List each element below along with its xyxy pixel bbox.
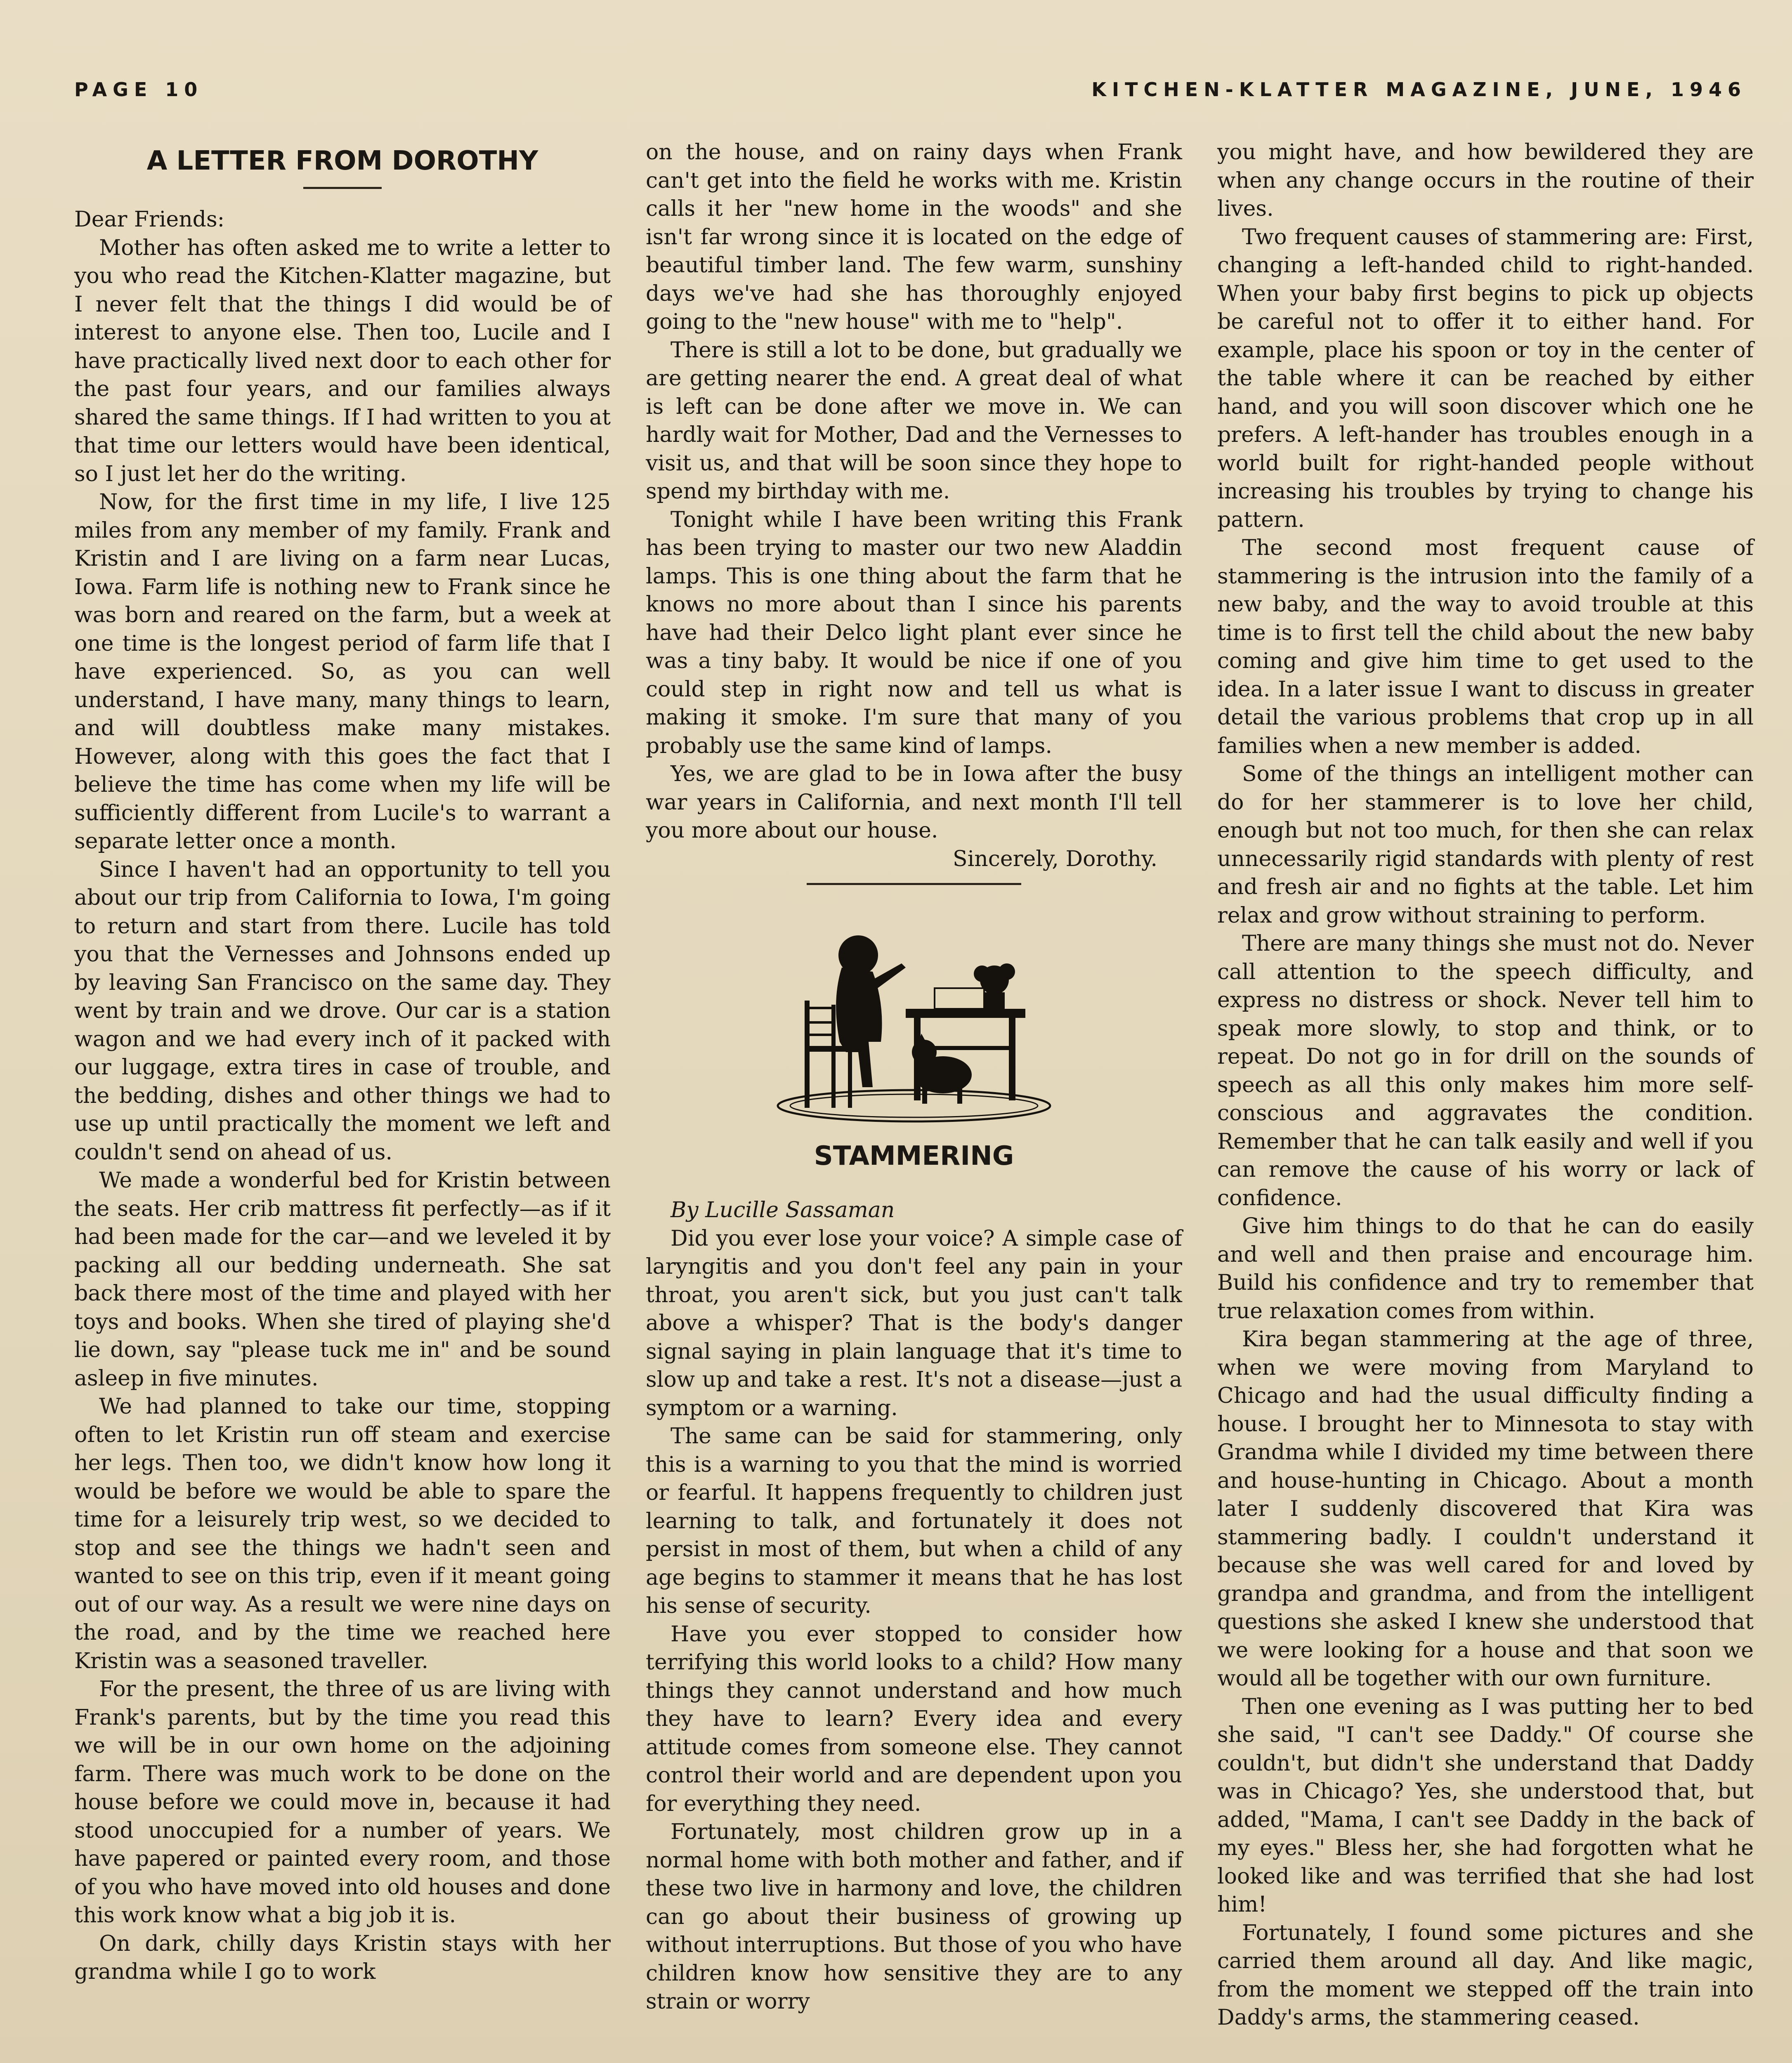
article-title: STAMMERING <box>814 1141 1014 1171</box>
article-paragraph: There are many things she must not do. Never call attention to the speech difficulty, and express no distress or shock. Never tell him to speak more slowly, to stop and think, or to repeat. Do not go in for drill on the sounds of speech as all this only makes him more self-conscious and aggravates the condition. Remember that he can talk easily and well if you can remove the cause of his worry or lack of confidence. <box>1217 931 1754 1211</box>
letter-paragraph: Since I haven't had an opportunity to tell you about our trip from California to Iowa, I'm going to return and start from there. Lucile has told you that the Vernesses and Johnsons ended up by leaving San Francisco on the same day. They went by train and we drove. Our car is a station wagon and we had every inch of it packed with our luggage, extra tires in case of trouble, and the bedding, dishes and other things we had to use up until practically the moment we left and couldn't send on ahead of us. <box>74 857 611 1165</box>
column-3 <box>1217 138 1754 2032</box>
title-rule <box>303 187 382 189</box>
letter-paragraph: Tonight while I have been writing this Frank has been trying to master our two new Aladdin lamps. This is one thing about the farm that he knows no more about than I since his parents have had their Delco light plant ever since he was a tiny baby. It would be nice if one of you could step in right now and tell us what is making it smoke. I'm sure that many of you probably use the same kind of lamps. <box>646 507 1182 758</box>
article-paragraph: Did you ever lose your voice? A simple case of laryngitis and you don't feel any pain in your throat, you aren't sick, but you just can't talk above a whisper? That is the body's danger signal saying in plain language that it's time to slow up and take a rest. It's not a disease—just a symptom or a warning. <box>646 1226 1182 1421</box>
girl-writing-silhouette-illustration <box>770 910 1058 1124</box>
letter-paragraph: We had planned to take our time, stopping often to let Kristin run off steam and exercise her legs. Then too, we didn't know how long it would be before we would be able to spare the time for a leisurely trip west, so we decided to stop and see the things we hadn't seen and wanted to see on this trip, even if it meant going out of our way. As a result we were nine days on the road, and by the time we reached here Kristin was a seasoned traveller. <box>74 1394 611 1674</box>
article-paragraph: Fortunately, I found some pictures and she carried them around all day. And like magic, from the moment we stepped off the train into Daddy's arms, the stammering ceased. <box>1217 1920 1754 2030</box>
letter-title: A LETTER FROM DOROTHY <box>146 146 538 176</box>
letter-paragraph: For the present, the three of us are living with Frank's parents, but by the time you read this we will be in our own home on the adjoining farm. There was much work to be done on the house before we could move in, because it had stood unoccupied for a number of years. We have papered or painted every room, and those of you who have moved into old houses and done this work know what a big job it is. <box>74 1677 611 1928</box>
letter-paragraph: Mother has often asked me to write a letter to you who read the Kitchen-Klatter magazine, but I never felt that the things I did would be of interest to anyone else. Then too, Lucile and I have practically lived next door to each other for the past four years, and our families always shared the same things. If I had written to you at that time our letters would have been identical, so I just let her do the writing. <box>74 235 611 486</box>
article-byline: By Lucille Sassaman <box>671 1198 895 1223</box>
page-number: PAGE 10 <box>74 78 203 101</box>
article-paragraph: Kira began stammering at the age of three, when we were moving from Maryland to Chicago and had the usual difficulty finding a house. I brought her to Minnesota to stay with Grandma while I divided my time between there and house-hunting in Chicago. About a month later I suddenly discovered that Kira was stammering badly. I couldn't understand it because she was well cared for and loved by grandpa and grandma, and from the intelligent questions she asked I knew she understood that we were looking for a house and that soon we would all be together with our own furniture. <box>1217 1327 1754 1691</box>
letter-paragraph: There is still a lot to be done, but gradually we are getting nearer the end. A great deal of what is left can be done after we move in. We can hardly wait for Mother, Dad and the Vernesses to visit us, and that will be soon since they hope to spend my birthday with me. <box>646 338 1182 504</box>
article-paragraph: The second most frequent cause of stammering is the intrusion into the family of a new baby, and the way to avoid trouble at this time is to first tell the child about the new baby coming and give him time to get used to the idea. In a later issue I want to discuss in greater detail the various problems that crop up in all families when a new member is added. <box>1217 536 1754 758</box>
article-paragraph: Two frequent causes of stammering are: First, changing a left-handed child to right-handed. When your baby first begins to pick up objects be careful not to offer it to either hand. For example, place his spoon or toy in the center of the table where it can be reached by either hand, and you will soon discover which one he prefers. A left-hander has troubles enough in a world built for right-handed people without increasing his troubles by trying to change his pattern. <box>1217 224 1754 532</box>
article-paragraph: Have you ever stopped to consider how terrifying this world looks to a child? How many things they cannot understand and how much they have to learn? Every idea and every attitude comes from someone else. They cannot control their world and are dependent upon you for everything they need. <box>646 1622 1182 1816</box>
article-paragraph: you might have, and how bewildered they are when any change occurs in the routine of their lives. <box>1217 140 1754 221</box>
article-paragraph: The same can be said for stammering, only this is a warning to you that the mind is worried or fearful. It happens frequently to children just learning to talk, and fortunately it does not persist in most of them, but when a child of any age begins to stammer it means that he has lost his sense of security. <box>646 1424 1182 1618</box>
article-paragraph: Fortunately, most children grow up in a normal home with both mother and father, and if these two live in harmony and love, the children can go about their business of growing up without interruptions. But those of you who have children know how sensitive they are to any strain or worry <box>646 1820 1182 2014</box>
article-paragraph: Give him things to do that he can do easily and well and then praise and encourage him. Build his confidence and try to remember that true relaxation comes from within. <box>1217 1214 1754 1324</box>
article-paragraph: Then one evening as I was putting her to bed she said, "I can't see Daddy." Of course she couldn't, but didn't she understand that Daddy was in Chicago? Yes, she understood that, but added, "Mama, I can't see Daddy in the back of my eyes." Bless her, she had forgotten what he looked like and was terrified that she had lost him! <box>1217 1694 1754 1917</box>
magazine-title: KITCHEN-KLATTER MAGAZINE, JUNE, 1946 <box>1091 78 1747 101</box>
page-header <box>74 78 1747 111</box>
letter-paragraph: On dark, chilly days Kristin stays with her grandma while I go to work <box>74 1931 611 1984</box>
letter-signoff: Sincerely, Dorothy. <box>953 846 1157 871</box>
letter-paragraph: Now, for the first time in my life, I live 125 miles from any member of my family. Frank and Kristin and I are living on a farm near Lucas, Iowa. Farm life is nothing new to Frank since he was born and reared on the farm, but a week at one time is the longest period of farm life that I have experienced. So, as you can well understand, I have many, many things to learn, and will doubtless make many mistakes. However, along with this goes the fact that I believe the time has come when my life will be sufficiently different from Lucile's to warrant a separate letter once a month. <box>74 490 611 854</box>
letter-paragraph: on the house, and on rainy days when Frank can't get into the field he works with me. Kristin calls it her "new home in the woods" and she isn't far wrong since it is located on the edge of beautiful timber land. The few warm, sunshiny days we've had she has thoroughly enjoyed going to the "new house" with me to "help". <box>646 140 1182 334</box>
section-rule <box>807 883 1021 885</box>
column-1 <box>74 138 611 1986</box>
letter-paragraph: We made a wonderful bed for Kristin between the seats. Her crib mattress fit perfectly—as if it had been made for the car—and we leveled it by packing all our bedding underneath. She sat back there most of the time and played with her toys and books. When she tired of playing she'd lie down, say "please tuck me in" and be sound asleep in five minutes. <box>74 1168 611 1391</box>
column-2 <box>646 138 1182 2016</box>
salutation: Dear Friends: <box>74 207 225 232</box>
letter-paragraph: Yes, we are glad to be in Iowa after the busy war years in California, and next month I'll tell you more about our house. <box>646 762 1182 843</box>
article-paragraph: Some of the things an intelligent mother can do for her stammerer is to love her child, enough but not too much, for then she can relax unnecessarily rigid standards with plenty of rest and fresh air and no fights at the table. Let him relax and grow without straining to perform. <box>1217 762 1754 928</box>
